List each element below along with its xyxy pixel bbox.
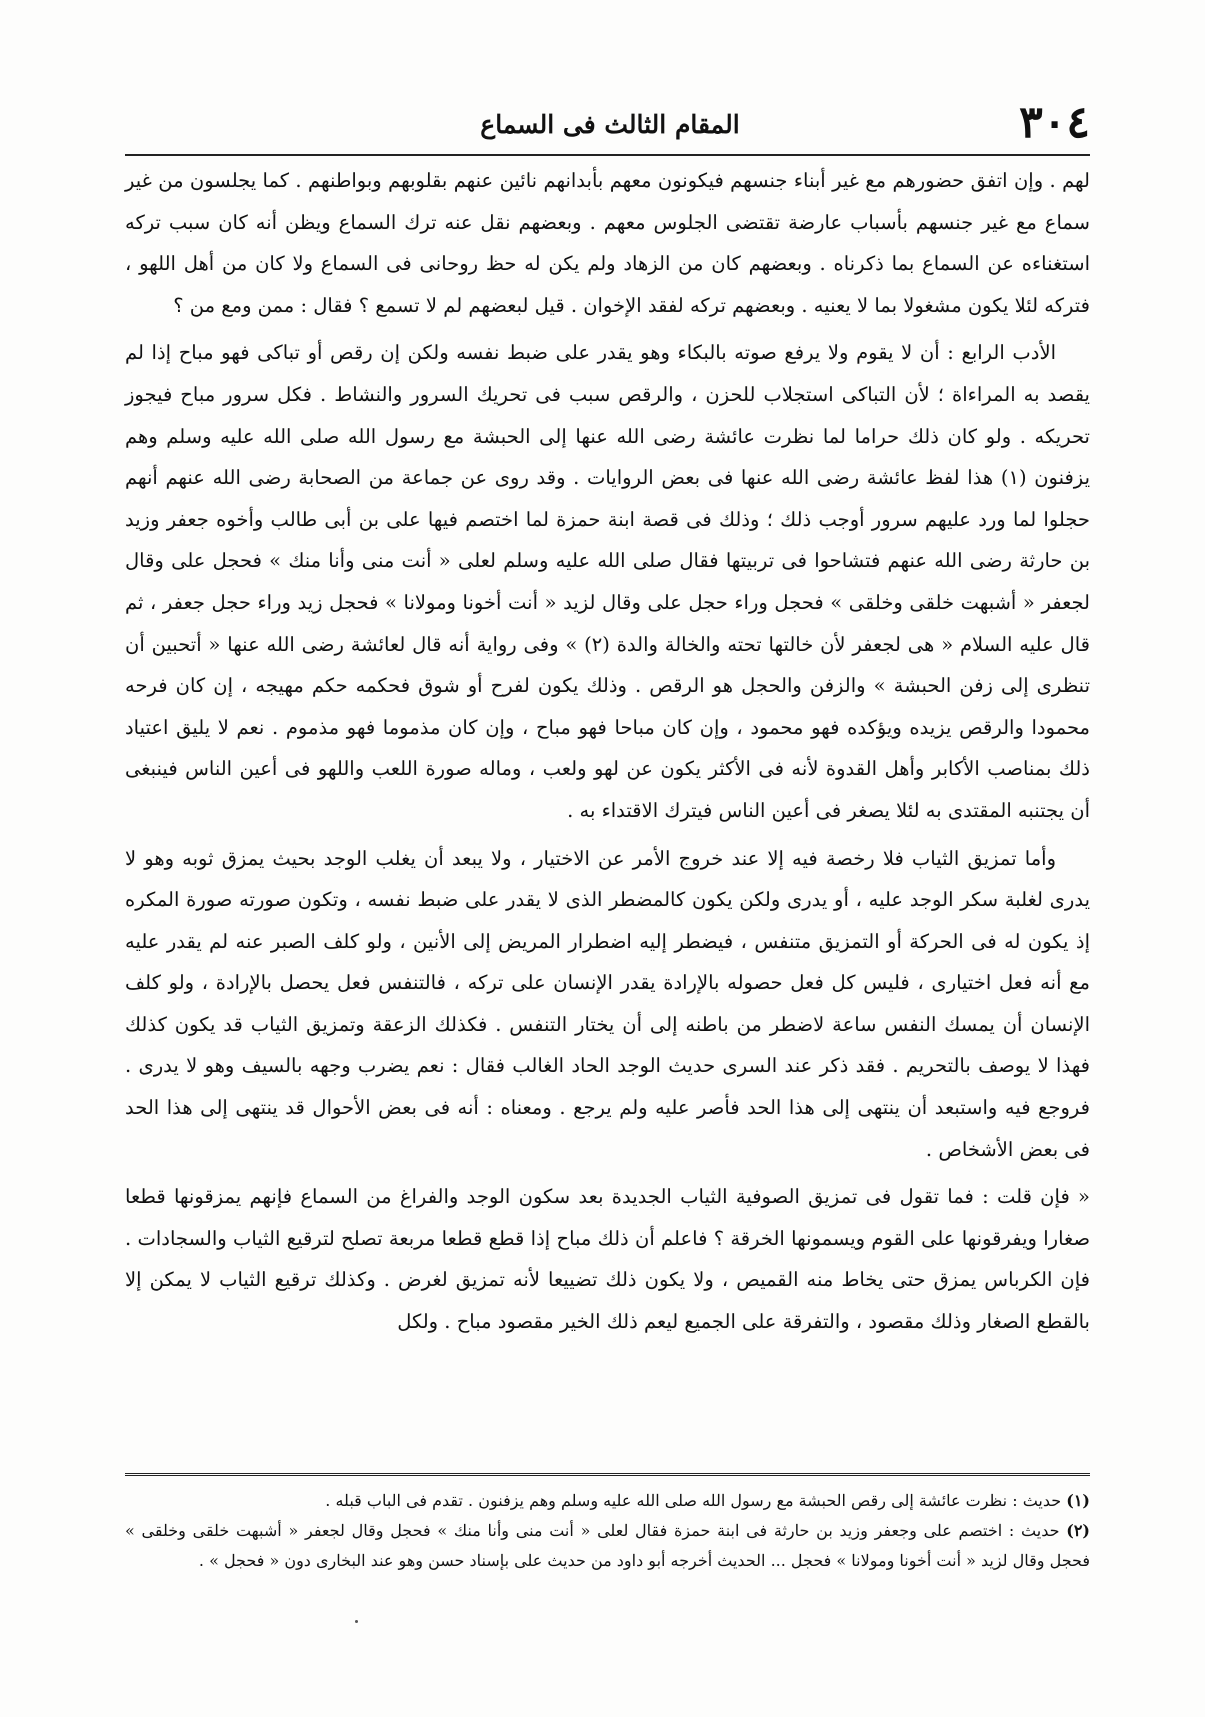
footnote-divider [125, 1473, 1090, 1476]
header-divider [125, 154, 1090, 156]
footnote [125, 1516, 1090, 1576]
footnote-text: حديث : اختصم على وجعفر وزيد بن حارثة فى ابنة حمزة فقال لعلى « أنت منى وأنا منك » فحجل وقال لجعفر « أشبهت خلقى وخلقى » فحجل وقال لزيد « أنت أخونا ومولانا » فحجل ... الحديث أخرجه أبو داود من حديث على بإسناد حسن وهو عند البخارى دون « فحجل » . [125, 1521, 1090, 1570]
footnote-marker: (١) [1066, 1491, 1090, 1510]
paragraph: لهم . وإن اتفق حضورهم مع غير أبناء جنسهم فيكونون معهم بأبدانهم نائين عنهم بقلوبهم وبواطنهم . كما يجلسون من غير سماع مع غير جنسهم بأسباب عارضة تقتضى الجلوس معهم . وبعضهم نقل عنه ترك السماع ويظن أنه كان سبب تركه استغناءه عن السماع بما ذكرناه . وبعضهم كان من الزهاد ولم يكن له حظ روحانى فى السماع ولا كان من أهل اللهو ، فتركه لئلا يكون مشغولا بما لا يعنيه . وبعضهم تركه لفقد الإخوان . قيل لبعضهم لم لا تسمع ؟ فقال : ممن ومع من ؟ [125, 169, 1090, 317]
print-speck [355, 1620, 358, 1623]
paragraph: الأدب الرابع : أن لا يقوم ولا يرفع صوته بالبكاء وهو يقدر على ضبط نفسه ولكن إن رقص أو تباكى فهو مباح إذا لم يقصد به المراءاة ؛ لأن التباكى استجلاب للحزن ، والرقص سبب فى تحريك السرور والنشاط . فكل سرور مباح فيجوز تحريكه . ولو كان ذلك حراما لما نظرت عائشة رضى الله عنها إلى الحبشة مع رسول الله صلى الله عليه وسلم وهم يزفنون (١) هذا لفظ عائشة رضى الله عنها فى بعض الروايات . وقد روى عن جماعة من الصحابة رضى الله عنهم أنهم حجلوا لما ورد عليهم سرور أوجب ذلك ؛ وذلك فى قصة ابنة حمزة لما اختصم فيها على بن أبى طالب وأخوه جعفر وزيد بن حارثة رضى الله عنهم فتشاحوا فى تربيتها فقال صلى الله عليه وسلم لعلى « أنت منى وأنا منك » فحجل على وقال لجعفر « أشبهت خلقى وخلقى » فحجل وراء حجل على وقال لزيد « أنت أخونا ومولانا » فحجل زيد وراء حجل جعفر ، ثم قال عليه السلام « هى لجعفر لأن خالتها تحته والخالة والدة (٢) » وفى رواية أنه قال لعائشة رضى الله عنها « أتحبين أن تنظرى إلى زفن الحبشة » والزفن والحجل هو الرقص . وذلك يكون لفرح أو شوق فحكمه حكم مهيجه ، إن كان فرحه محمودا والرقص يزيده ويؤكده فهو محمود ، وإن كان مباحا فهو مباح ، وإن كان مذموما فهو مذموم . نعم لا يليق اعتياد ذلك بمناصب الأكابر وأهل القدوة لأنه فى الأكثر يكون عن لهو ولعب ، وماله صورة اللعب واللهو فى أعين الناس فينبغى أن يجتنبه المقتدى به لئلا يصغر فى أعين الناس فيترك الاقتداء به . [125, 341, 1090, 822]
footnote-text: حديث : نظرت عائشة إلى رقص الحبشة مع رسول الله صلى الله عليه وسلم وهم يزفنون . تقدم فى الباب قبله . [325, 1491, 1062, 1510]
page-header [130, 96, 1090, 156]
main-text [125, 160, 1090, 1343]
footnote [125, 1486, 1090, 1516]
running-title: المقام الثالث فى السماع [480, 110, 740, 139]
footnotes [125, 1486, 1090, 1576]
page-number: ٣٠٤ [1019, 97, 1090, 148]
paragraph: « فإن قلت : فما تقول فى تمزيق الصوفية الثياب الجديدة بعد سكون الوجد والفراغ من السماع فإنهم يمزقونها قطعا صغارا ويفرقونها على القوم ويسمونها الخرقة ؟ فاعلم أن ذلك مباح إذا قطع قطعا مربعة تصلح لترقيع الثياب والسجادات . فإن الكرباس يمزق حتى يخاط منه القميص ، ولا يكون ذلك تضييعا لأنه تمزيق لغرض . وكذلك ترقيع الثياب لا يمكن إلا بالقطع الصغار وذلك مقصود ، والتفرقة على الجميع ليعم ذلك الخير مقصود مباح . ولكل [125, 1185, 1090, 1334]
paragraph: وأما تمزيق الثياب فلا رخصة فيه إلا عند خروج الأمر عن الاختيار ، ولا يبعد أن يغلب الوجد بحيث يمزق ثوبه وهو لا يدرى لغلبة سكر الوجد عليه ، أو يدرى ولكن يكون كالمضطر الذى لا يقدر على ضبط نفسه ، وتكون صورته صورة المكره إذ يكون له فى الحركة أو التمزيق متنفس ، فيضطر إليه اضطرار المريض إلى الأنين ، ولو كلف الصبر عنه لم يقدر عليه مع أنه فعل اختيارى ، فليس كل فعل حصوله بالإرادة يقدر الإنسان على تركه ، فالتنفس فعل يحصل بالإرادة ، ولو كلف الإنسان أن يمسك النفس ساعة لاضطر من باطنه إلى أن يختار التنفس . فكذلك الزعقة وتمزيق الثياب قد يكون كذلك فهذا لا يوصف بالتحريم . فقد ذكر عند السرى حديث الوجد الحاد الغالب فقال : نعم يضرب وجهه بالسيف وهو لا يدرى . فروجع فيه واستبعد أن ينتهى إلى هذا الحد فأصر عليه ولم يرجع . ومعناه : أنه فى بعض الأحوال قد ينتهى إلى هذا الحد فى بعض الأشخاص . [125, 846, 1090, 1161]
footnote-marker: (٢) [1066, 1521, 1090, 1540]
